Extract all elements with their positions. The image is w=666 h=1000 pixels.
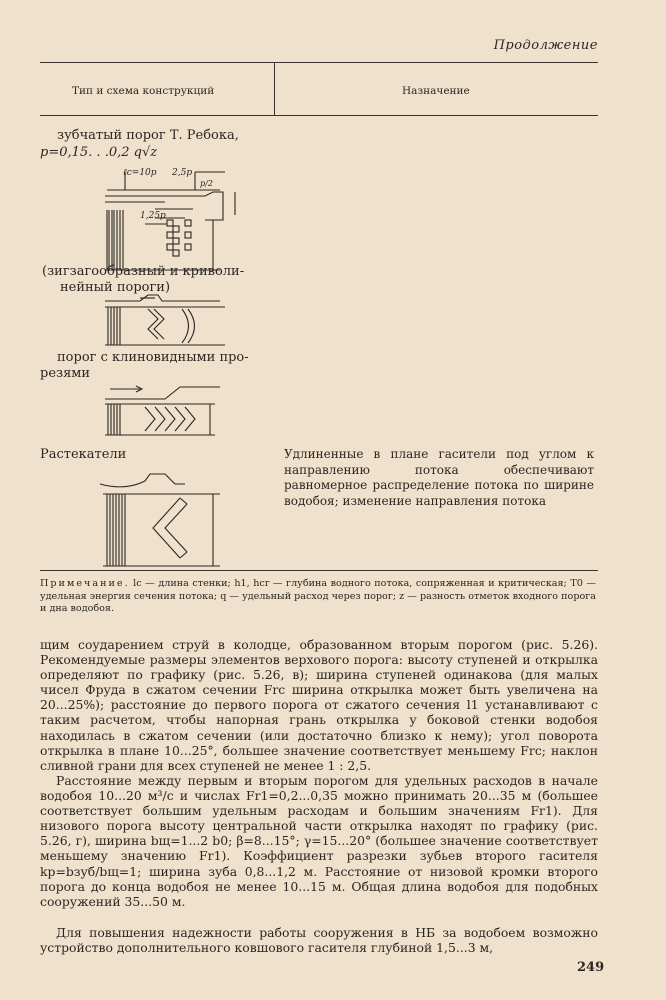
page-number: 249 bbox=[577, 960, 605, 975]
note-label: Примечание. bbox=[40, 578, 130, 589]
body-paragraph-1: щим соударением струй в колодце, образованном вторым порогом (рис. 5.26). Рекомендуемые размеры элементов верхового порога: высоту ступеней и открылка определяют по графику (рис. 5.26, в); ширина ступеней одинакова (для малых чисел Фруда в сжатом сечении Frc ширина открылка может быть увеличена на 20...25%); расстояние до первого порога от сжатого сечения l1 устанавливают с таким расчетом, чтобы напорная грань открылка у боковой стенки водобоя находилась в сжатом сечении (или достаточно близко к нему); угол поворота открылка в плане 10...25°, большее значение соответствует меньшему Frc; наклон сливной грани для всех ступеней не менее 1 : 2,5. bbox=[40, 637, 598, 773]
rebok-dim-lc: ℓc=10p bbox=[123, 168, 157, 178]
note-text: lc — длина стенки; h1, hcr — глубина водного потока, сопряженная и критическая; T0 — удельная энергия сечения потока; q — удельный расход через порог; z — разность отметок входного порога и дна водобоя. bbox=[40, 578, 596, 614]
spreader-purpose-text: Удлиненные в плане гасители под углом к направлению потока обеспечивают равномерное распределение потока по ширине водобоя; изменение направления потока bbox=[284, 447, 594, 508]
spreader-title: Растекатели bbox=[40, 447, 127, 462]
table-bottom-rule bbox=[40, 570, 598, 571]
wedge-sill-title-line1: порог с клиновидными про- bbox=[57, 350, 249, 365]
rebok-dim-1-25p: 1,25p bbox=[140, 211, 166, 221]
body-paragraph-2: Расстояние между первым и вторым порогом для удельных расходов в начале водобоя 10...20 м³/с и числах Fr1=0,2...0,35 можно принимать 20...35 м (большее соответствует большим удельным расходам и большим значениям Fr1). Для низового порога высоту центральной части открылка находят по графику (рис. 5.26, г), ширина bщ=1...2 b0; β=8...15°; γ=15...20° (большее значение соответствует меньшему значению Fr1). Коэффициент разрезки зубьев второго гасителя kp=bзуб/bщ=1; ширина зуба 0,8...1,2 м. Расстояние от низовой кромки второго порога до конца водобоя не менее 10...15 м. Общая длина водобоя для подобных сооружений 35...50 м. bbox=[40, 773, 598, 909]
table-column-divider bbox=[274, 62, 275, 115]
table-note bbox=[40, 578, 596, 616]
rebok-sill-title: зубчатый порог Т. Ребока, bbox=[57, 128, 239, 143]
table-top-rule bbox=[40, 62, 598, 63]
body-paragraph-3: Для повышения надежности работы сооружения в НБ за водобоем возможно устройство дополнительного ковшового гасителя глубиной 1,5...3 м, bbox=[40, 925, 598, 956]
zigzag-sill-title-line2: нейный пороги) bbox=[60, 280, 171, 295]
wedge-sill-title-line2: резями bbox=[40, 366, 91, 381]
wedge-sill-diagram bbox=[100, 377, 230, 439]
spreader-diagram bbox=[95, 466, 225, 571]
zigzag-sill-diagram bbox=[100, 293, 230, 351]
rebok-sill-formula: p=0,15. . .0,2 q√z bbox=[40, 145, 158, 160]
column-header-purpose: Назначение bbox=[402, 85, 470, 97]
rebok-dim-p2: p/2 bbox=[200, 179, 213, 188]
table-header-bottom-rule bbox=[40, 115, 598, 116]
rebok-dim-2-5p: 2,5p bbox=[172, 168, 193, 178]
column-header-type: Тип и схема конструкций bbox=[72, 85, 215, 97]
continuation-label: Продолжение bbox=[493, 38, 598, 53]
zigzag-sill-title-line1: (зигзагообразный и криволи- bbox=[42, 264, 245, 279]
